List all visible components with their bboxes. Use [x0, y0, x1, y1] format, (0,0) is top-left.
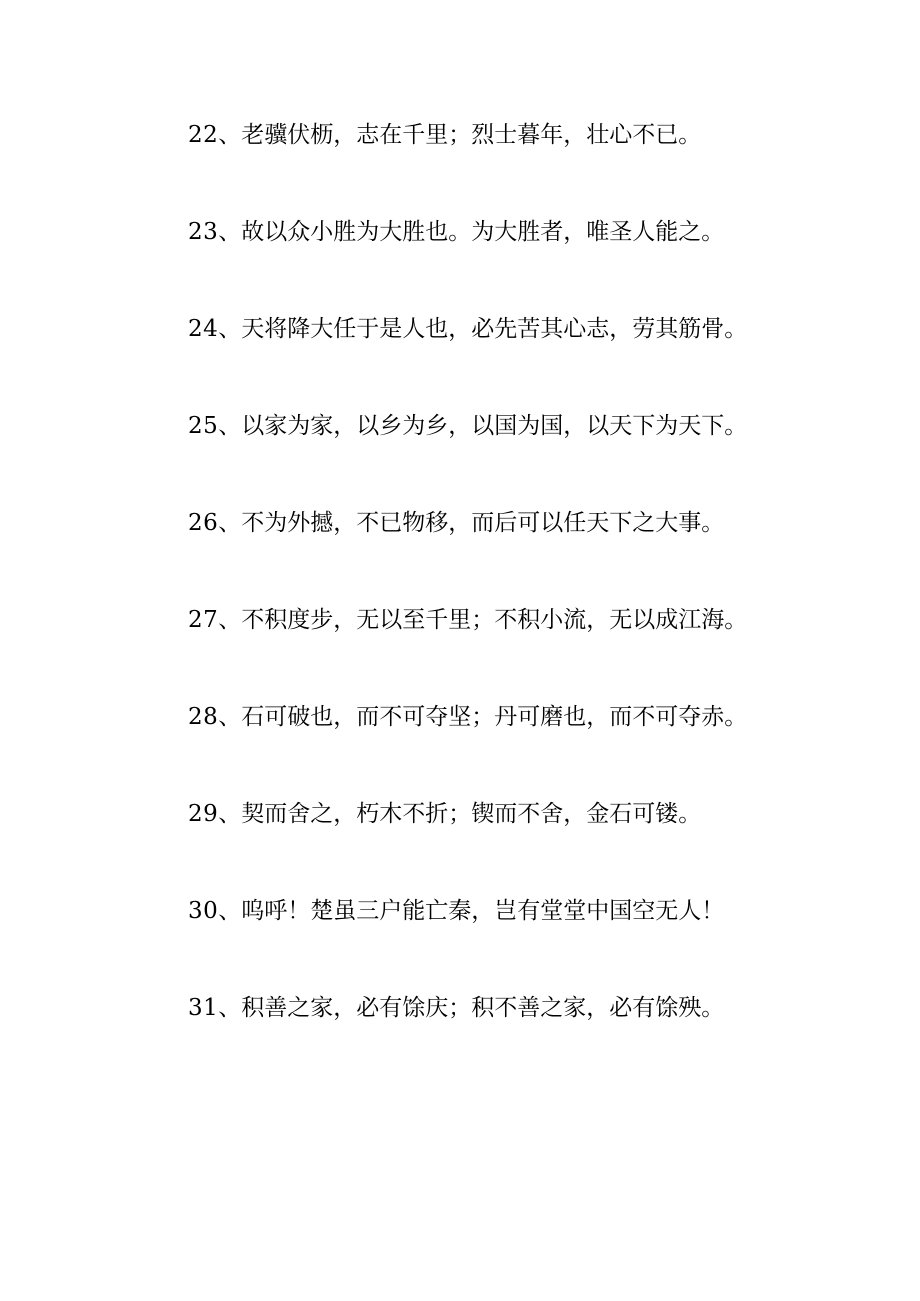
quote-text: 、呜呼！楚虽三户能亡秦，岂有堂堂中国空无人！ — [218, 898, 725, 924]
quote-line-22 — [188, 112, 888, 209]
quote-text: 、老骥伏枥，志在千里；烈士暮年，壮心不已。 — [218, 122, 702, 148]
quote-text: 、积善之家，必有馀庆；积不善之家，必有馀殃。 — [218, 995, 725, 1021]
quote-number: 26 — [188, 510, 219, 536]
quote-line-26 — [188, 500, 888, 597]
quote-text: 、天将降大任于是人也，必先苦其心志，劳其筋骨。 — [218, 316, 748, 342]
quote-text: 、不为外撼，不已物移，而后可以任天下之大事。 — [218, 510, 725, 536]
quote-text: 、契而舍之，朽木不折；锲而不舍，金石可镂。 — [218, 801, 702, 827]
quote-number: 25 — [188, 413, 219, 439]
quote-text: 、石可破也，而不可夺坚；丹可磨也，而不可夺赤。 — [218, 704, 748, 730]
quote-line-29 — [188, 791, 888, 888]
quote-line-31 — [188, 985, 888, 1082]
quote-text: 、不积度步，无以至千里；不积小流，无以成江海。 — [218, 607, 748, 633]
quote-number: 24 — [188, 316, 219, 342]
quote-number: 30 — [188, 898, 219, 924]
quote-text: 、故以众小胜为大胜也。为大胜者，唯圣人能之。 — [218, 219, 725, 245]
quote-list — [188, 112, 888, 1082]
quote-line-24 — [188, 306, 888, 403]
quote-line-25 — [188, 403, 888, 500]
quote-line-27 — [188, 597, 888, 694]
quote-number: 29 — [188, 801, 219, 827]
quote-number: 22 — [188, 122, 219, 148]
quote-line-28 — [188, 694, 888, 791]
quote-number: 28 — [188, 704, 219, 730]
quote-number: 31 — [188, 995, 219, 1021]
quote-number: 27 — [188, 607, 219, 633]
quote-text: 、以家为家，以乡为乡，以国为国，以天下为天下。 — [218, 413, 748, 439]
quote-line-23 — [188, 209, 888, 306]
quote-line-30 — [188, 888, 888, 985]
quote-number: 23 — [188, 219, 219, 245]
